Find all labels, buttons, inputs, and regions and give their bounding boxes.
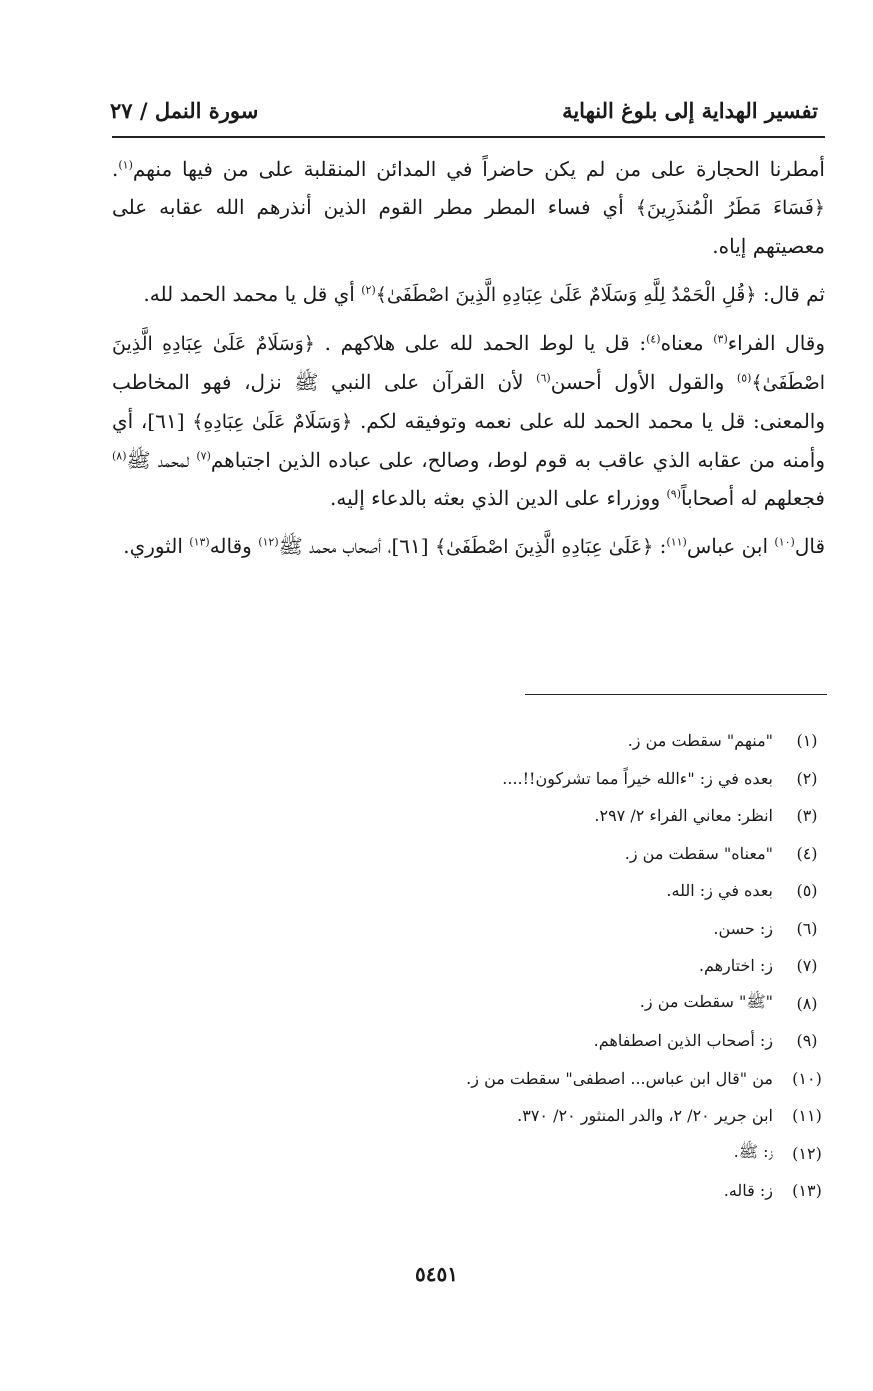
text-run: أمطرنا الحجارة على من لم يكن حاضراً في المدائن المنقلبة على من فيها منهم	[132, 157, 825, 181]
text-run: لمحمد ﷺ	[126, 448, 197, 472]
text-run: الثوري.	[123, 534, 190, 558]
text-run: [٦١]، أصحاب محمد ﷺ	[278, 534, 435, 558]
footnote-text: "منهم" سقطت من ز.	[627, 731, 773, 751]
running-header	[110, 92, 818, 128]
text-run: أي قل يا محمد الحمد لله.	[143, 282, 362, 306]
footnote-ref: (٨)	[112, 449, 127, 463]
footnote-number: (١١)	[792, 1106, 822, 1126]
quran-verse: ﴿عَلَىٰ عِبَادِهِ الَّذِينَ اصْطَفَىٰ﴾	[434, 536, 654, 558]
footnote-text: ز: ﷺ.	[733, 1141, 773, 1161]
footnote	[300, 760, 833, 798]
book-title: تفسير الهداية إلى بلوغ النهاية	[562, 97, 818, 123]
footnote	[300, 1097, 833, 1135]
page-number: ٥٤٥١	[415, 1262, 458, 1286]
footnote	[300, 947, 833, 985]
quran-verse: ﴿قُلِ الْحَمْدُ لِلَّهِ وَسَلَامٌ عَلَىٰ عِبَادِهِ الَّذِينَ اصْطَفَىٰ﴾	[375, 284, 757, 306]
text-run: لأن القرآن على النبي ﷺ نزل، فهو المخاطب والمعنى: قل يا محمد الحمد لله على نعمه وتوفيقه لكم.	[112, 370, 826, 433]
text-run: : قل يا لوط الحمد لله على هلاكهم .	[314, 331, 647, 355]
text-run: فجعلهم له أصحاباً	[680, 486, 825, 510]
footnote-number: (١٠)	[792, 1068, 822, 1088]
quran-verse: ﴿وَسَلَامٌ عَلَىٰ عِبَادِهِ الَّذِينَ اصْطَفَىٰ﴾	[112, 333, 826, 394]
footnote-ref: (١)	[118, 158, 133, 172]
footnote-number: (٧)	[796, 956, 818, 976]
text-run: ابن عباس	[686, 534, 775, 558]
footnote-divider	[525, 694, 827, 695]
footnote-ref: (٦)	[536, 371, 551, 385]
footnote-ref: (١٣)	[189, 535, 210, 549]
text-run: ووزراء على الدين الذي بعثه بالدعاء إليه.	[329, 486, 667, 510]
surah-reference: سورة النمل / ٢٧	[110, 97, 259, 123]
footnote-text: ز: أصحاب الذين اصطفاهم.	[593, 1031, 773, 1051]
footnote-number: (٤)	[796, 843, 818, 863]
main-text	[112, 150, 825, 566]
footnote-number: (١٣)	[792, 1181, 822, 1201]
paragraph-4	[112, 527, 825, 566]
footnote-ref: (٢)	[361, 283, 376, 297]
footnotes-list	[300, 722, 833, 1210]
footnote-text: ابن جرير ٢٠/ ٢، والدر المنثور ٢٠/ ٣٧٠.	[517, 1106, 773, 1126]
text-run: أي فساء المطر مطر القوم الذين أنذرهم الله عقابه على معصيتهم إياه.	[112, 195, 825, 258]
footnote	[300, 835, 833, 873]
footnote-ref: (١١)	[666, 535, 687, 549]
paragraph-2	[112, 275, 825, 314]
footnote-text: "معناه" سقطت من ز.	[624, 843, 773, 863]
footnote-text: بعده في ز: "ءالله خيراً مما تشركون!!....	[502, 768, 773, 788]
footnote	[300, 872, 833, 910]
footnote-number: (٨)	[796, 993, 818, 1013]
footnote	[300, 985, 833, 1023]
quran-verse: ﴿وَسَلَامٌ عَلَىٰ عِبَادِهِ﴾	[192, 411, 353, 433]
footnote-text: ز: اختارهم.	[698, 956, 773, 976]
header-divider	[112, 136, 825, 138]
footnote-number: (١)	[796, 731, 818, 751]
footnote	[300, 722, 833, 760]
footnote-ref: (٣)	[713, 332, 728, 346]
footnote	[300, 1135, 833, 1173]
footnote-number: (٥)	[796, 881, 818, 901]
footnote-text: ز: قاله.	[723, 1181, 773, 1201]
footnote-number: (١٢)	[792, 1143, 822, 1163]
quran-verse: ﴿فَسَاءَ مَطَرُ الْمُنذَرِينَ﴾	[635, 197, 825, 219]
text-run: وقاله	[209, 534, 259, 558]
text-run: :	[653, 534, 667, 558]
footnote-text: ز: حسن.	[713, 918, 773, 938]
footnote	[300, 1022, 833, 1060]
footnote-ref: (٤)	[646, 332, 661, 346]
footnote-text: بعده في ز: الله.	[666, 881, 773, 901]
footnote-number: (٦)	[796, 918, 818, 938]
footnote-ref: (١٠)	[774, 535, 795, 549]
paragraph-1	[112, 150, 825, 265]
footnote	[300, 1172, 833, 1210]
footnote-text: "ﷺ" سقطت من ز.	[639, 991, 773, 1011]
text-run: [٦١]، أي وأمنه من عقابه الذي عاقب به قوم لوط، وصالح، على عباده الذين اجتباهم	[112, 409, 826, 472]
text-run: ثم قال:	[756, 282, 825, 306]
footnote-ref: (١٢)	[258, 535, 279, 549]
text-run: قال	[794, 534, 825, 558]
footnote-text: من "قال ابن عباس... اصطفى" سقطت من ز.	[466, 1068, 773, 1088]
footnote-text: انظر: معاني الفراء ٢/ ٢٩٧.	[594, 806, 773, 826]
text-run: .	[112, 157, 119, 181]
text-run: معناه	[660, 331, 714, 355]
footnote-ref: (٧)	[196, 449, 211, 463]
text-run: وقال الفراء	[727, 331, 826, 355]
footnote-number: (٩)	[796, 1031, 818, 1051]
footnote-number: (٣)	[796, 806, 818, 826]
footnote-number: (٢)	[796, 768, 818, 788]
text-run: والقول الأول أحسن	[550, 370, 737, 394]
footnote	[300, 910, 833, 948]
paragraph-3	[112, 324, 825, 517]
footnote-ref: (٩)	[666, 487, 681, 501]
footnote	[300, 797, 833, 835]
footnote-ref: (٥)	[736, 371, 752, 385]
footnote	[300, 1060, 833, 1098]
